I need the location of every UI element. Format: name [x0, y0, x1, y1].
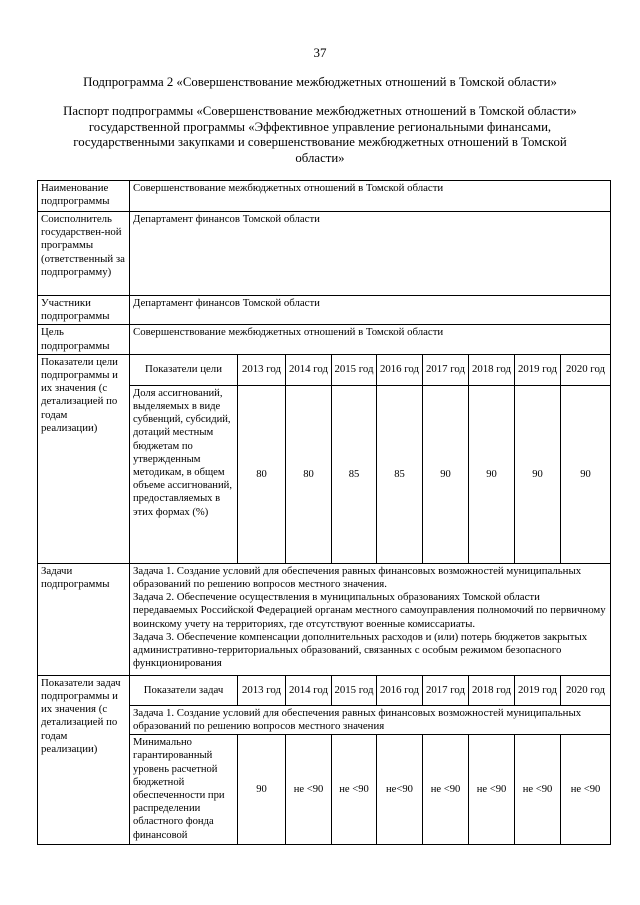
task-item: Задача 1. Создание условий для обеспечения равных финансовых возможностей муниципальных образований по решению вопросов местного значения.	[133, 564, 582, 591]
row-value: Совершенствование межбюджетных отношений в Томской области	[130, 181, 611, 212]
passport-table	[37, 180, 611, 845]
year-header: 2016 год	[377, 354, 423, 385]
row-name	[38, 181, 611, 212]
task-indicator-text: Минимально гарантированный уровень расчетной бюджетной обеспеченности при распределении областного фонда финансовой	[130, 735, 238, 845]
task-item: Задача 2. Обеспечение осуществления в муниципальных образованиях Томской области передаваемых Российской Федерацией органам местного самоуправления полномочий по первичному воинскому учету на территориях, где отсутствуют военные комиссариаты.	[133, 591, 606, 630]
task-indicator-value: не <90	[515, 735, 561, 845]
page-number: 37	[313, 45, 327, 60]
year-header: 2015 год	[332, 675, 377, 705]
task-indicator-value: не<90	[377, 735, 423, 845]
year-header: 2013 год	[238, 675, 286, 705]
row-label: Цель подпрограммы	[38, 325, 130, 354]
task-indicator-value: 90	[238, 735, 286, 845]
passport-title: Паспорт подпрограммы «Совершенствование межбюджетных отношений в Томской области» государственной программы «Эффективное управление региональными финансами, государственными закупками и совершенствование межбюджетных отношений в Томской области»	[63, 104, 577, 165]
row-tasks	[38, 563, 611, 675]
row-label: Участники подпрограммы	[38, 296, 130, 325]
goal-indicator-value: 85	[377, 385, 423, 563]
goal-indicator-value: 90	[423, 385, 469, 563]
row-participants	[38, 296, 611, 325]
year-header: 2020 год	[561, 675, 611, 705]
year-header: 2018 год	[469, 354, 515, 385]
year-header: 2017 год	[423, 354, 469, 385]
task-indicators-header: Показатели задач	[130, 675, 238, 705]
goal-indicator-value: 85	[332, 385, 377, 563]
row-label: Показатели задач подпрограммы и их значения (с детализацией по годам реализации)	[38, 675, 130, 844]
row-label: Наименование подпрограммы	[38, 181, 130, 212]
year-header: 2019 год	[515, 354, 561, 385]
goal-indicator-value: 90	[561, 385, 611, 563]
subprogram-title: Подпрограмма 2 «Совершенствование межбюджетных отношений в Томской области»	[83, 75, 557, 89]
task-indicator-task-title: Задача 1. Создание условий для обеспечения равных финансовых возможностей муниципальных образований по решению вопросов местного значения	[130, 705, 611, 734]
row-coexecutor	[38, 212, 611, 296]
year-header: 2018 год	[469, 675, 515, 705]
row-value: Департамент финансов Томской области	[130, 212, 611, 296]
year-header: 2019 год	[515, 675, 561, 705]
year-header: 2014 год	[286, 354, 332, 385]
goal-indicator-value: 80	[286, 385, 332, 563]
goal-indicators-header: Показатели цели	[130, 354, 238, 385]
row-goal	[38, 325, 611, 354]
row-label: Соисполнитель государствен-ной программы (ответственный за подпрограмму)	[38, 212, 130, 296]
task-indicator-value: не <90	[286, 735, 332, 845]
goal-indicator-value: 90	[469, 385, 515, 563]
year-header: 2016 год	[377, 675, 423, 705]
year-header: 2014 год	[286, 675, 332, 705]
row-value: Департамент финансов Томской области	[130, 296, 611, 325]
task-indicators-header-row	[38, 675, 611, 705]
goal-indicator-text: Доля ассигнований, выделяемых в виде субвенций, субсидий, дотаций местным бюджетам по утвержденным методикам, в общем объеме ассигнований, предоставляемых в этих формах (%)	[130, 385, 238, 563]
row-value: Совершенствование межбюджетных отношений в Томской области	[130, 325, 611, 354]
goal-indicators-header-row	[38, 354, 611, 385]
row-label: Задачи подпрограммы	[38, 563, 130, 675]
goal-indicator-value: 80	[238, 385, 286, 563]
task-indicator-value: не <90	[423, 735, 469, 845]
row-label: Показатели цели подпрограммы и их значения (с детализацией по годам реализации)	[38, 354, 130, 563]
year-header: 2020 год	[561, 354, 611, 385]
tasks-list	[130, 563, 611, 675]
task-item: Задача 3. Обеспечение компенсации дополнительных расходов и (или) потерь бюджетов закрытых административно-территориальных образований, связанных с особым режимом безопасного функционирования	[133, 630, 588, 670]
year-header: 2013 год	[238, 354, 286, 385]
year-header: 2015 год	[332, 354, 377, 385]
goal-indicator-value: 90	[515, 385, 561, 563]
task-indicator-value: не <90	[332, 735, 377, 845]
task-indicator-value: не <90	[561, 735, 611, 845]
task-indicator-value: не <90	[469, 735, 515, 845]
year-header: 2017 год	[423, 675, 469, 705]
